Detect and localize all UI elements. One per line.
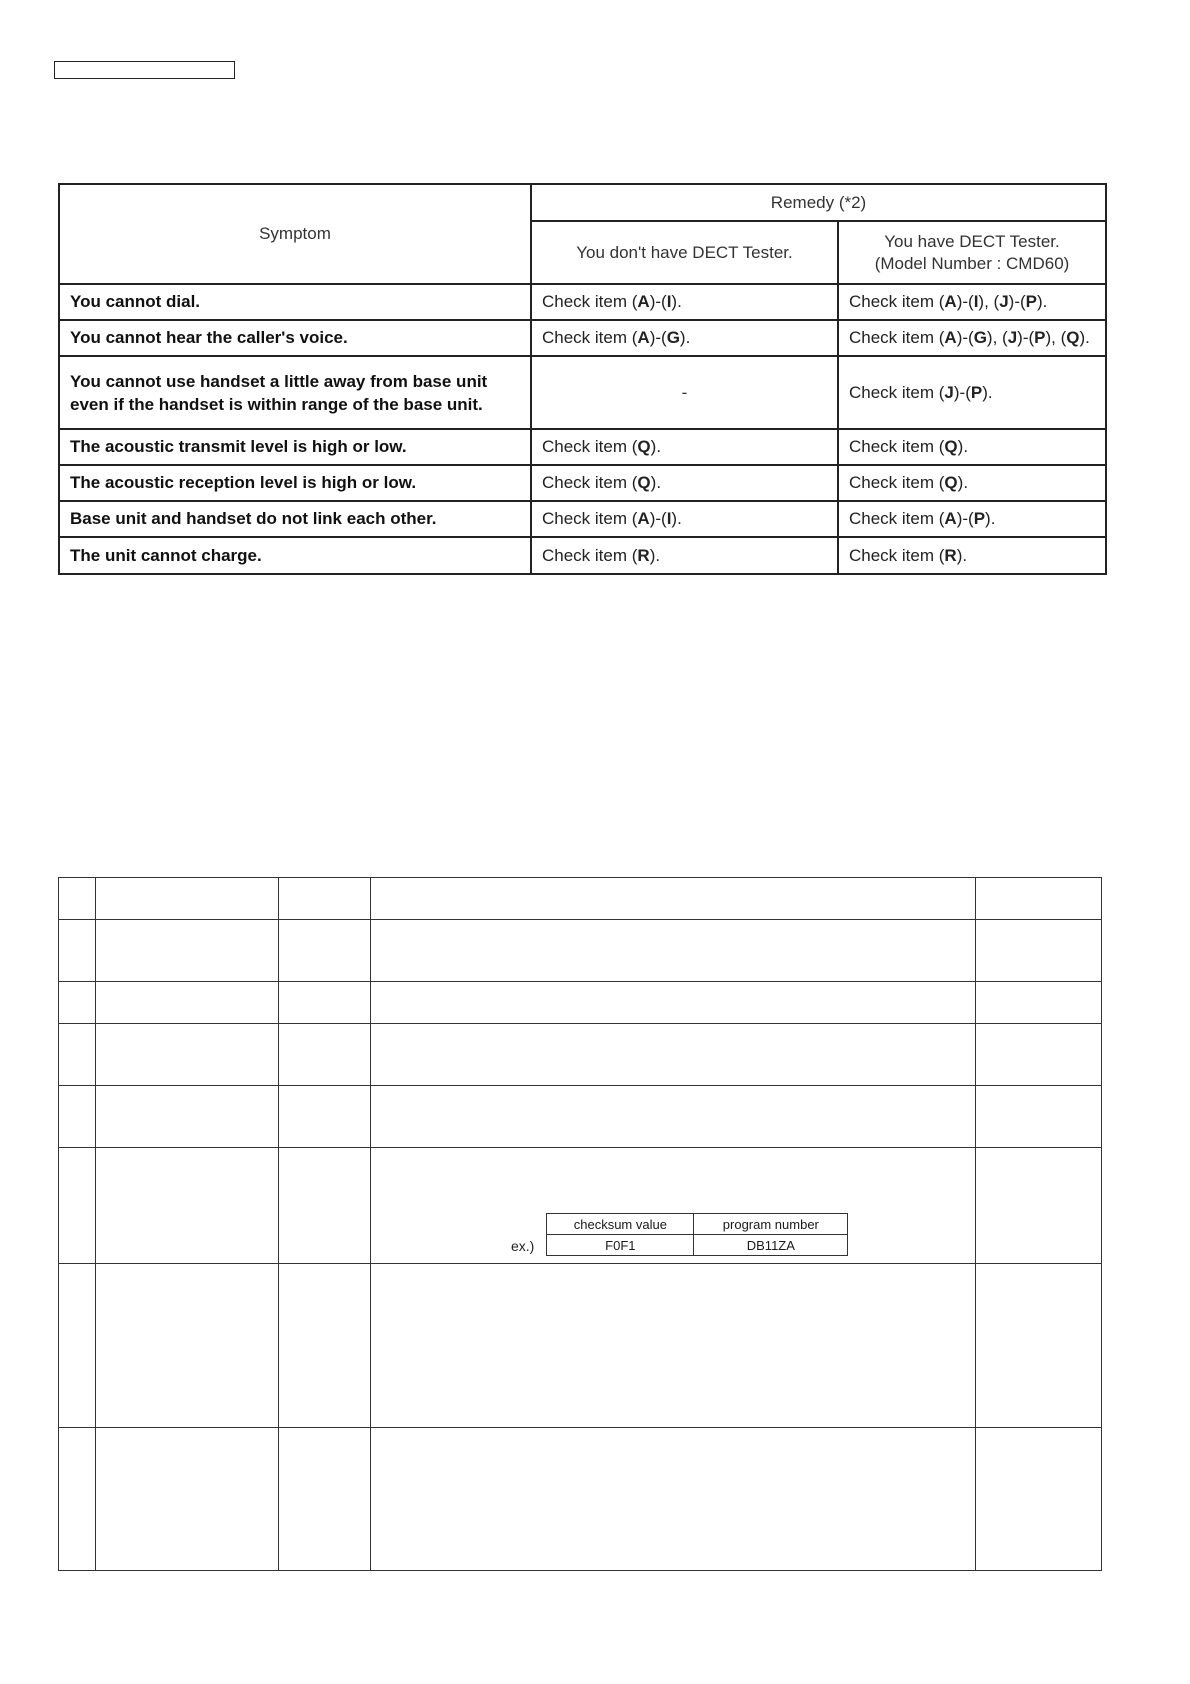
remedy-has-tester: Check item (A)-(G), (J)-(P), (Q).: [838, 320, 1106, 356]
table-row: [59, 537, 1106, 574]
remedy-has-tester: Check item (Q).: [838, 429, 1106, 465]
grid-cell: [976, 920, 1102, 982]
symptom-cell: The unit cannot charge.: [59, 537, 531, 574]
grid-cell: [96, 1086, 279, 1148]
grid-row: [59, 1024, 1102, 1086]
grid-cell: [976, 982, 1102, 1024]
grid-row: [59, 1148, 1102, 1264]
grid-cell: [96, 920, 279, 982]
grid-cell: [371, 1024, 976, 1086]
header-has-tester-line2: (Model Number : CMD60): [874, 253, 1070, 273]
grid-row: [59, 982, 1102, 1024]
procedure-grid: [58, 877, 1102, 1571]
checksum-header: checksum value: [547, 1214, 694, 1235]
grid-row: [59, 1428, 1102, 1571]
grid-row: [59, 1086, 1102, 1148]
table-row: [59, 465, 1106, 501]
remedy-has-tester: Check item (R).: [838, 537, 1106, 574]
remedy-no-tester: -: [531, 356, 838, 429]
grid-cell: [59, 1428, 96, 1571]
symptom-cell: Base unit and handset do not link each other.: [59, 501, 531, 537]
grid-cell: [279, 1428, 371, 1571]
grid-cell: [279, 920, 371, 982]
grid-cell: [59, 1264, 96, 1428]
remedy-has-tester: Check item (A)-(I), (J)-(P).: [838, 284, 1106, 320]
grid-cell: [279, 1264, 371, 1428]
remedy-has-tester: Check item (Q).: [838, 465, 1106, 501]
grid-cell: [279, 982, 371, 1024]
grid-cell: [59, 1148, 96, 1264]
table-row: [59, 320, 1106, 356]
symptom-cell: You cannot dial.: [59, 284, 531, 320]
grid-cell: [59, 982, 96, 1024]
example-label: ex.): [511, 1238, 535, 1254]
grid-cell: [59, 1024, 96, 1086]
grid-cell: [96, 1148, 279, 1264]
grid-cell: [279, 1024, 371, 1086]
header-symptom: Symptom: [59, 184, 531, 284]
grid-cell-example: [371, 1148, 976, 1264]
remedy-no-tester: Check item (R).: [531, 537, 838, 574]
program-number-value: DB11ZA: [694, 1235, 848, 1256]
remedy-no-tester: Check item (A)-(I).: [531, 501, 838, 537]
grid-cell: [279, 1148, 371, 1264]
grid-cell: [371, 1264, 976, 1428]
grid-cell: [976, 1264, 1102, 1428]
grid-row: [59, 920, 1102, 982]
remedy-has-tester: Check item (A)-(P).: [838, 501, 1106, 537]
remedy-no-tester: Check item (A)-(I).: [531, 284, 838, 320]
table-row: [59, 429, 1106, 465]
grid-cell: [59, 1086, 96, 1148]
example-wrapper: [511, 1213, 848, 1256]
troubleshooting-table: [58, 183, 1107, 575]
grid-cell: [976, 1148, 1102, 1264]
grid-cell: [96, 1024, 279, 1086]
grid-cell: [371, 1428, 976, 1571]
header-box: [54, 61, 235, 79]
header-no-tester: [531, 221, 838, 284]
grid-cell: [371, 1086, 976, 1148]
grid-cell: [371, 920, 976, 982]
grid-cell: [371, 982, 976, 1024]
symptom-cell: You cannot hear the caller's voice.: [59, 320, 531, 356]
header-no-tester-text: You don't have DECT Tester.: [576, 242, 793, 262]
remedy-no-tester: Check item (Q).: [531, 465, 838, 501]
grid-cell: [96, 982, 279, 1024]
checksum-table: [546, 1213, 848, 1256]
grid-row: [59, 1264, 1102, 1428]
remedy-no-tester: Check item (Q).: [531, 429, 838, 465]
symptom-cell: You cannot use handset a little away from base unit even if the handset is within range of the base unit.: [59, 356, 531, 429]
program-number-header: program number: [694, 1214, 848, 1235]
header-has-tester-line1: You have DECT Tester.: [884, 231, 1060, 251]
grid-cell: [976, 1024, 1102, 1086]
table-row: [59, 501, 1106, 537]
grid-cell: [59, 920, 96, 982]
grid-cell: [279, 1086, 371, 1148]
grid-cell: [96, 878, 279, 920]
grid-cell: [96, 1264, 279, 1428]
header-remedy: Remedy (*2): [531, 184, 1106, 221]
grid-cell: [976, 1428, 1102, 1571]
grid-cell: [976, 878, 1102, 920]
remedy-no-tester: Check item (A)-(G).: [531, 320, 838, 356]
grid-row: [59, 878, 1102, 920]
symptom-cell: The acoustic transmit level is high or low.: [59, 429, 531, 465]
grid-cell: [371, 878, 976, 920]
grid-cell: [96, 1428, 279, 1571]
grid-cell: [59, 878, 96, 920]
table-row: [59, 284, 1106, 320]
grid-cell: [976, 1086, 1102, 1148]
remedy-has-tester: Check item (J)-(P).: [838, 356, 1106, 429]
header-has-tester: [838, 221, 1106, 284]
table-row: [59, 356, 1106, 429]
checksum-value: F0F1: [547, 1235, 694, 1256]
grid-cell: [279, 878, 371, 920]
symptom-cell: The acoustic reception level is high or low.: [59, 465, 531, 501]
